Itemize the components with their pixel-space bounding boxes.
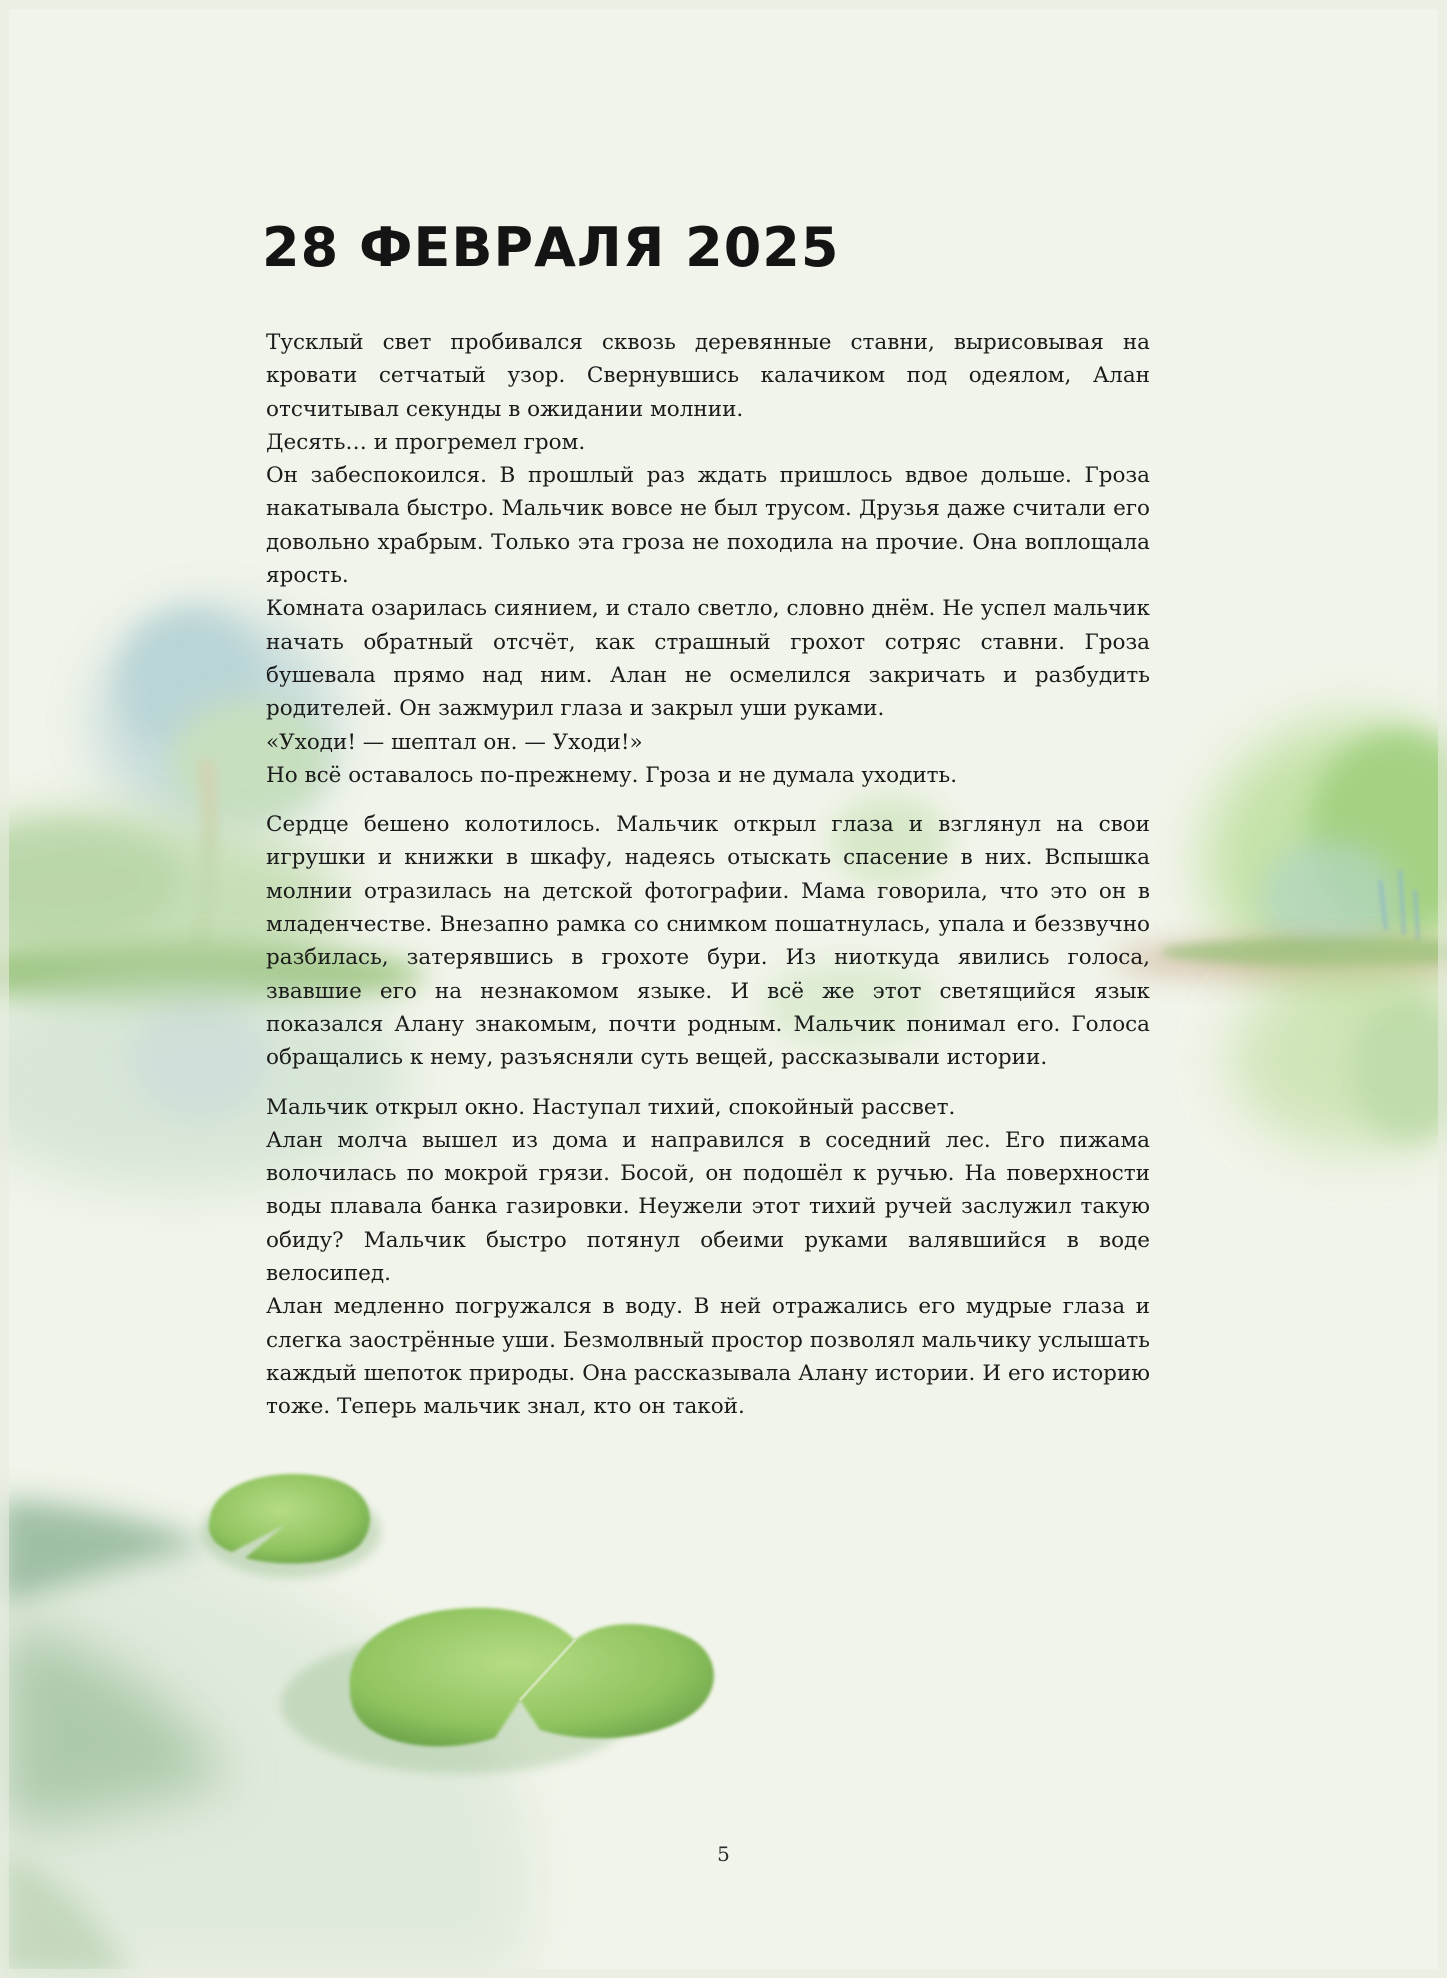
paragraph: Но всё оставалось по-прежнему. Гроза и не думала уходить.	[266, 762, 958, 788]
paragraph: Алан молча вышел из дома и направился в соседний лес. Его пижама волочилась по мокрой грязи. Босой, он подошёл к ручью. На поверхности воды плавала банка газировки. Неужели этот тихий ручей заслужил такую обиду? Мальчик быстро потянул обеими руками валявшийся в воде велосипед.	[266, 1127, 1150, 1287]
story-text	[266, 326, 1150, 1424]
paragraph: Комната озарилась сиянием, и стало светло, словно днём. Не успел мальчик начать обратный отсчёт, как страшный грохот сотряс ставни. Гроза бушевала прямо над ним. Алан не осмелился закричать и разбудить родителей. Он зажмурил глаза и закрыл уши руками.	[266, 596, 1150, 722]
paragraph: Алан медленно погружался в воду. В ней отражались его мудрые глаза и слегка заострённые уши. Безмолвный простор позволял мальчику услышать каждый шепоток природы. Она рассказывала Алану истории. И его историю тоже. Теперь мальчик знал, кто он такой.	[266, 1294, 1150, 1420]
page-title: 28 ФЕВРАЛЯ 2025	[262, 216, 840, 279]
paragraph: «Уходи! — шептал он. — Уходи!»	[266, 729, 643, 755]
paragraph: Десять… и прогремел гром.	[266, 429, 586, 455]
paragraph: Тусклый свет пробивался сквозь деревянные ставни, вырисовывая на кровати сетчатый узор. Свернувшись калачиком под одеялом, Алан отсчитывал секунды в ожидании молнии.	[266, 330, 1150, 422]
paragraph: Сердце бешено колотилось. Мальчик открыл глаза и взглянул на свои игрушки и книжки в шкафу, надеясь отыскать спасение в них. Вспышка молнии отразилась на детской фотографии. Мама говорила, что это он в младенчестве. Внезапно рамка со снимком пошатнулась, упала и беззвучно разбилась, затерявшись в грохоте бури. Из ниоткуда явились голоса, звавшие его на незнакомом языке. И всё же этот светящийся язык показался Алану знакомым, почти родным. Мальчик понимал его. Голоса обращались к нему, разъясняли суть вещей, рассказывали истории.	[266, 812, 1150, 1071]
paragraph: Он забеспокоился. В прошлый раз ждать пришлось вдвое дольше. Гроза накатывала быстро. Мальчик вовсе не был трусом. Друзья даже считали его довольно храбрым. Только эта гроза не походила на прочие. Она воплощала ярость.	[266, 463, 1150, 589]
paragraph: Мальчик открыл окно. Наступал тихий, спокойный рассвет.	[266, 1094, 956, 1120]
page-number: 5	[717, 1842, 730, 1866]
